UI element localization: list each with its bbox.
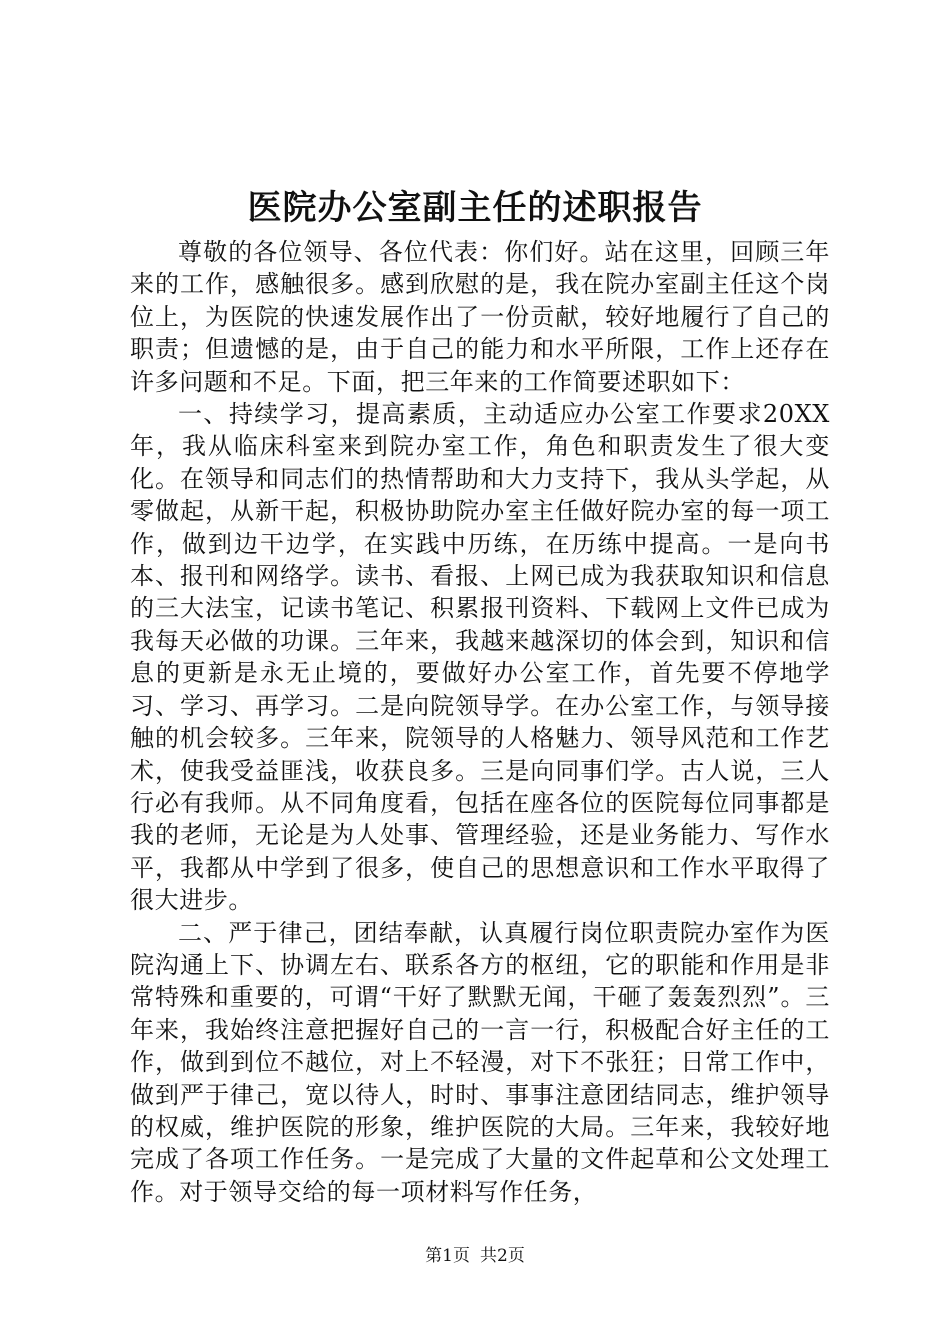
paragraph-intro: 尊敬的各位领导、各位代表：你们好。站在这里，回顾三年来的工作，感触很多。感到欣慰的是，我在院办室副主任这个岗位上，为医院的快速发展作出了一份贡献，较好地履行了自己的职责；但遗憾的是，由于自己的能力和水平所限，工作上还存在许多问题和不足。下面，把三年来的工作简要述职如下： [130,238,830,396]
paragraph-section-1: 一、持续学习，提高素质，主动适应办公室工作要求20XX年，我从临床科室来到院办室工作，角色和职责发生了很大变化。在领导和同志们的热情帮助和大力支持下，我从头学起，从零做起，从新干起，积极协助院办室主任做好院办室的每一项工作，做到边干边学，在实践中历练，在历练中提高。一是向书本、报刊和网络学。读书、看报、上网已成为我获取知识和信息的三大法宝，记读书笔记、积累报刊资料、下载网上文件已成为我每天必做的功课。三年来，我越来越深切的体会到，知识和信息的更新是永无止境的，要做好办公室工作，首先要不停地学习、学习、再学习。二是向院领导学。在办公室工作，与领导接触的机会较多。三年来，院领导的人格魅力、领导风范和工作艺术，使我受益匪浅，收获良多。三是向同事们学。古人说，三人行必有我师。从不同角度看，包括在座各位的医院每位同事都是我的老师，无论是为人处事、管理经验，还是业务能力、写作水平，我都从中学到了很多，使自己的思想意识和工作水平取得了很大进步。 [130,400,830,915]
page-total: 共2页 [480,1246,525,1266]
page-footer [0,1244,950,1268]
document-title: 医院办公室副主任的述职报告 [247,188,703,228]
document-body [130,236,830,1208]
paragraph-section-2: 二、严于律己，团结奉献，认真履行岗位职责院办室作为医院沟通上下、协调左右、联系各方的枢纽，它的职能和作用是非常特殊和重要的，可谓“干好了默默无闻，干砸了轰轰烈烈”。三年来，我始终注意把握好自己的一言一行，积极配合好主任的工作，做到到位不越位，对上不轻漫，对下不张狂；日常工作中，做到严于律己，宽以待人，时时、事事注意团结同志，维护领导的权威，维护医院的形象，维护医院的大局。三年来，我较好地完成了各项工作任务。一是完成了大量的文件起草和公文处理工作。对于领导交给的每一项材料写作任务， [130,918,830,1206]
page-number: 第1页 [425,1246,470,1266]
